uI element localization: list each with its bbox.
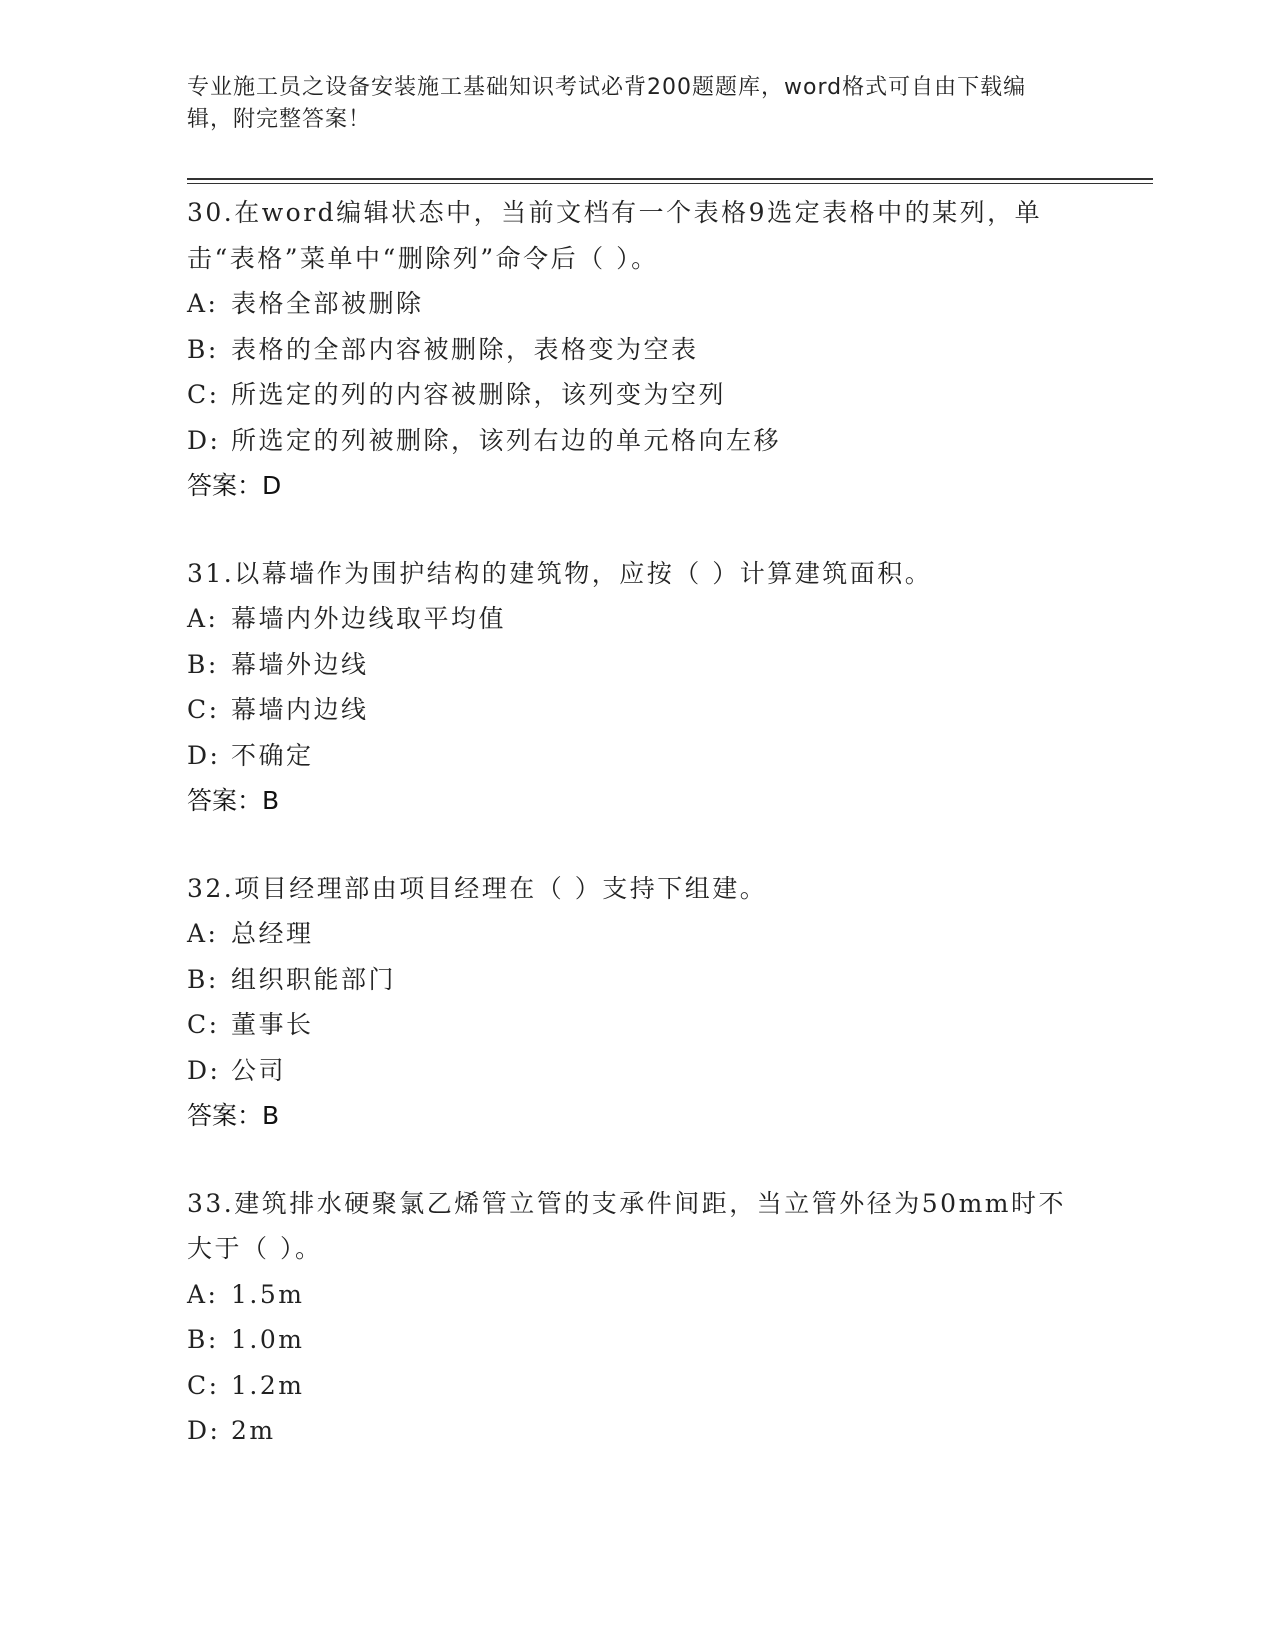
option-letter: A: <box>187 1279 219 1309</box>
answer-line: 答案：D <box>187 471 282 500</box>
document-header <box>187 72 1067 136</box>
option-d <box>187 418 1087 464</box>
question-list <box>187 190 1087 1496</box>
option-text: 表格全部被删除 <box>231 289 424 318</box>
option-b <box>187 957 1087 1003</box>
option-b <box>187 1317 1087 1363</box>
option-c <box>187 1363 1087 1409</box>
option-c <box>187 372 1087 418</box>
option-c <box>187 687 1087 733</box>
option-letter: C: <box>187 1010 220 1039</box>
option-text: 不确定 <box>231 740 314 770</box>
option-letter: C: <box>187 380 220 409</box>
option-letter: A: <box>187 919 219 948</box>
option-text: 表格的全部内容被删除，表格变为空表 <box>231 334 699 364</box>
question-30 <box>187 190 1087 509</box>
option-text: 1.0m <box>231 1325 305 1354</box>
option-a <box>187 911 1087 957</box>
question-stem: 32.项目经理部由项目经理在（ ）支持下组建。 <box>187 873 768 903</box>
option-a <box>187 281 1087 327</box>
option-text: 所选定的列被删除，该列右边的单元格向左移 <box>231 425 782 455</box>
option-text: 公司 <box>231 1055 287 1085</box>
option-letter: A: <box>187 604 219 633</box>
option-letter: B: <box>187 964 219 994</box>
option-letter: D: <box>187 1055 221 1085</box>
option-d <box>187 733 1087 779</box>
option-text: 幕墙内外边线取平均值 <box>231 604 507 633</box>
option-letter: D: <box>187 425 221 455</box>
document-title: 专业施工员之设备安装施工基础知识考试必背200题题库，word格式可自由下载编辑，附完整答案！ <box>187 75 1027 132</box>
question-stem: 33.建筑排水硬聚氯乙烯管立管的支承件间距，当立管外径为50mm时不大于（ ）。 <box>187 1188 1066 1263</box>
question-stem: 31.以幕墙作为围护结构的建筑物，应按（ ）计算建筑面积。 <box>187 558 933 588</box>
option-letter: B: <box>187 649 219 679</box>
option-c <box>187 1002 1087 1048</box>
option-letter: B: <box>187 334 219 364</box>
option-d <box>187 1408 1087 1454</box>
option-letter: B: <box>187 1325 219 1354</box>
option-letter: D: <box>187 1416 221 1445</box>
option-text: 组织职能部门 <box>231 964 397 994</box>
option-text: 幕墙内边线 <box>231 695 369 724</box>
option-letter: C: <box>187 695 220 724</box>
option-d <box>187 1048 1087 1094</box>
question-stem: 30.在word编辑状态中，当前文档有一个表格9选定表格中的某列，单击“表格”菜单中“删除列”命令后（ ）。 <box>187 198 1043 273</box>
answer-line: 答案：B <box>187 1101 280 1130</box>
option-a <box>187 596 1087 642</box>
option-text: 2m <box>231 1416 276 1445</box>
option-b <box>187 642 1087 688</box>
option-b <box>187 327 1087 373</box>
option-text: 总经理 <box>231 919 314 948</box>
option-letter: C: <box>187 1370 220 1400</box>
question-33 <box>187 1181 1087 1454</box>
option-letter: A: <box>187 289 219 318</box>
option-text: 1.2m <box>231 1370 305 1400</box>
option-letter: D: <box>187 740 221 770</box>
header-divider-thin <box>187 183 1153 184</box>
option-text: 董事长 <box>231 1010 314 1039</box>
option-text: 所选定的列的内容被删除，该列变为空列 <box>231 380 727 409</box>
question-32 <box>187 866 1087 1139</box>
header-divider-thick <box>187 178 1153 180</box>
answer-line: 答案：B <box>187 786 280 815</box>
option-text: 幕墙外边线 <box>231 649 369 679</box>
option-text: 1.5m <box>231 1279 305 1309</box>
option-a <box>187 1272 1087 1318</box>
question-31 <box>187 551 1087 824</box>
